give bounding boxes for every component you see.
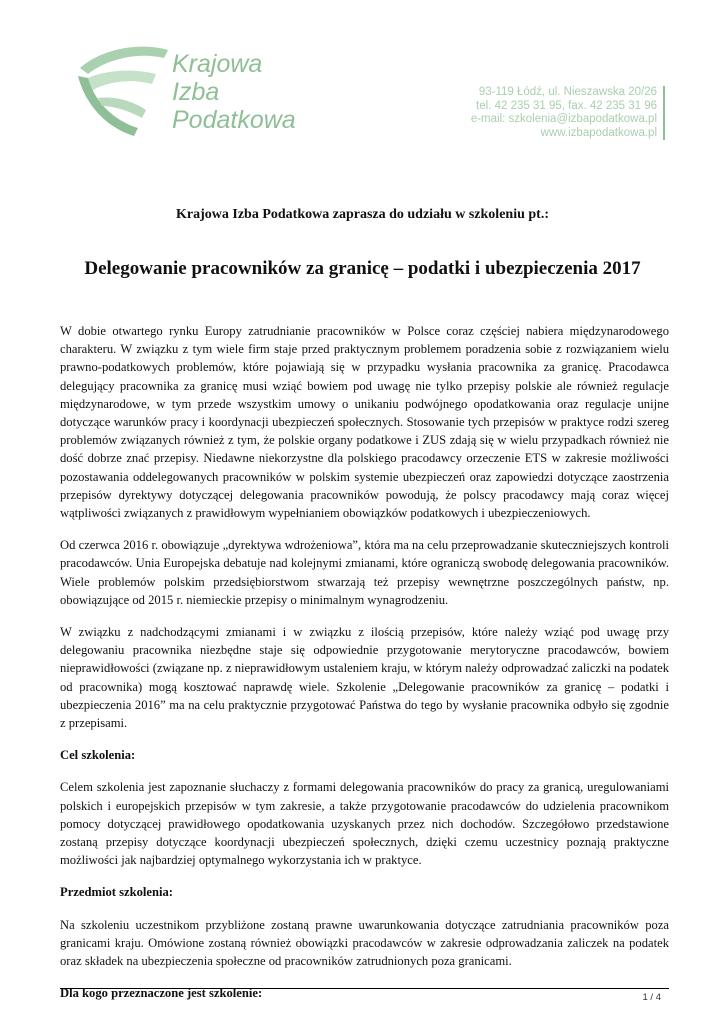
section-text-goal: Celem szkolenia jest zapoznanie słuchaczy z formami delegowania pracowników do pracy za granicą, uregulowaniami polskich i europejskich przepisów w tym zakresie, a także przygotowanie pracodawców do udzielenia pracownikom pomocy dotyczącej prawidłowego opodatkowania uzyskanych przez nich dochodów. Szczegółowo przedstawione zostaną przepisy dotyczące koordynacji ubezpieczeń społecznych, dzięki czemu uczestnicy poznają praktyczne możliwości jak najbardziej optymalnego wykorzystania ich w praktyce. (60, 780, 669, 868)
contact-website[interactable]: www.izbapodatkowa.pl (540, 126, 657, 139)
document-body (60, 322, 669, 1017)
contact-block (471, 86, 665, 140)
footer-divider (60, 988, 669, 989)
page-number: 1 / 4 (642, 992, 661, 1003)
section-heading-audience: Dla kogo przeznaczone jest szkolenie: (60, 986, 263, 1001)
contact-email[interactable]: e-mail: szkolenia@izbapodatkowa.pl (470, 113, 657, 125)
logo-line: Krajowa (172, 50, 263, 78)
intro-paragraph: W dobie otwartego rynku Europy zatrudnianie pracowników w Polsce coraz częściej nabiera międzynarodowego charakteru. W związku z tym wiele firm staje przed praktycznym problemem poradzenia sobie z rozwiązaniem wielu prawno-podatkowych problemów, które pojawiają się w przypadku wysłania pracownika za granicę. Pracodawca delegujący pracownika za granicę musi wziąć bowiem pod uwagę nie tylko przepisy polskie ale również regulacje międzynarodowe, w tym przede wszystkim umowy o unikaniu podwójnego opodatkowania oraz regulacje unijne dotyczące warunków pracy i koordynacji ubezpieczeń społecznych. Stosowanie tych przepisów w praktyce rodzi szereg problemów związanych również z tym, że polskie organy podatkowe i ZUS zdają się w wielu przypadkach również nie dość dobrze znać przepisy. Niedawne niekorzystne dla polskiego pracodawcy orzeczenie ETS w zakresie możliwości pozostawania oddelegowanych pracowników w polskim systemie ubezpieczeń oraz zapowiedzi dotyczące zaostrzenia przepisów dyrektywy dotyczącej delegowania pracowników powodują, że polscy pracodawcy mają coraz więcej wątpliwości związanych z prawidłowym wypełnianiem obowiązków podatkowych i ubezpieczeniowych. (60, 324, 669, 521)
organization-logo (72, 40, 312, 150)
contact-phone: tel. 42 235 31 95, fax. 42 235 31 96 (476, 99, 657, 112)
invitation-line: Krajowa Izba Podatkowa zaprasza do udziału w szkoleniu pt.: (176, 207, 549, 222)
section-heading-subject: Przedmiot szkolenia: (60, 885, 173, 900)
intro-paragraph: Od czerwca 2016 r. obowiązuje „dyrektywa wdrożeniowa”, która ma na celu przeprowadzanie skuteczniejszych kontroli pracodawców. Unia Europejska debatuje nad kolejnymi zmianami, które ograniczą swobodę delegowania pracowników. Wiele problemów polskim przedsiębiorstwom stwarzają też przepisy wewnętrzne poszczególnych państw, np. obowiązujące od 2015 r. niemieckie przepisy o minimalnym wynagrodzeniu. (60, 538, 669, 607)
section-heading-goal: Cel szkolenia: (60, 748, 136, 763)
logo-wordmark (172, 50, 296, 134)
logo-line: Izba (172, 78, 220, 106)
section-text-subject: Na szkoleniu uczestnikom przybliżone zostaną prawne uwarunkowania dotyczące zatrudniania pracowników poza granicami kraju. Omówione zostaną również obowiązki pracodawców w zakresie odprowadzania zaliczek na podatek oraz składek na ubezpieczenia społeczne od pracowników zatrudnionych poza granicami. (60, 917, 669, 969)
training-title: Delegowanie pracowników za granicę – podatki i ubezpieczenia 2017 (84, 258, 641, 279)
logo-emblem-icon (72, 40, 182, 140)
logo-line: Podatkowa (172, 106, 296, 134)
contact-address: 93-119 Łódź, ul. Nieszawska 20/26 (478, 86, 657, 98)
intro-paragraph: W związku z nadchodzącymi zmianami i w związku z ilością przepisów, które należy wziąć pod uwagę przy delegowaniu pracownika niezbędne staje się odpowiednie przygotowanie merytoryczne pracodawców, bowiem nieprawidłowości (związane np. z nieprawidłowym ustaleniem kraju, w którym należy odprowadzać zaliczki na podatek od pracownika) mogą kosztować naprawdę wiele. Szkolenie „Delegowanie pracowników za granicę – podatki i ubezpieczenia 2016” ma na celu praktycznie przygotować Państwa do tego by wysłanie pracownika odbyło się zgodnie z przepisami. (60, 625, 669, 731)
